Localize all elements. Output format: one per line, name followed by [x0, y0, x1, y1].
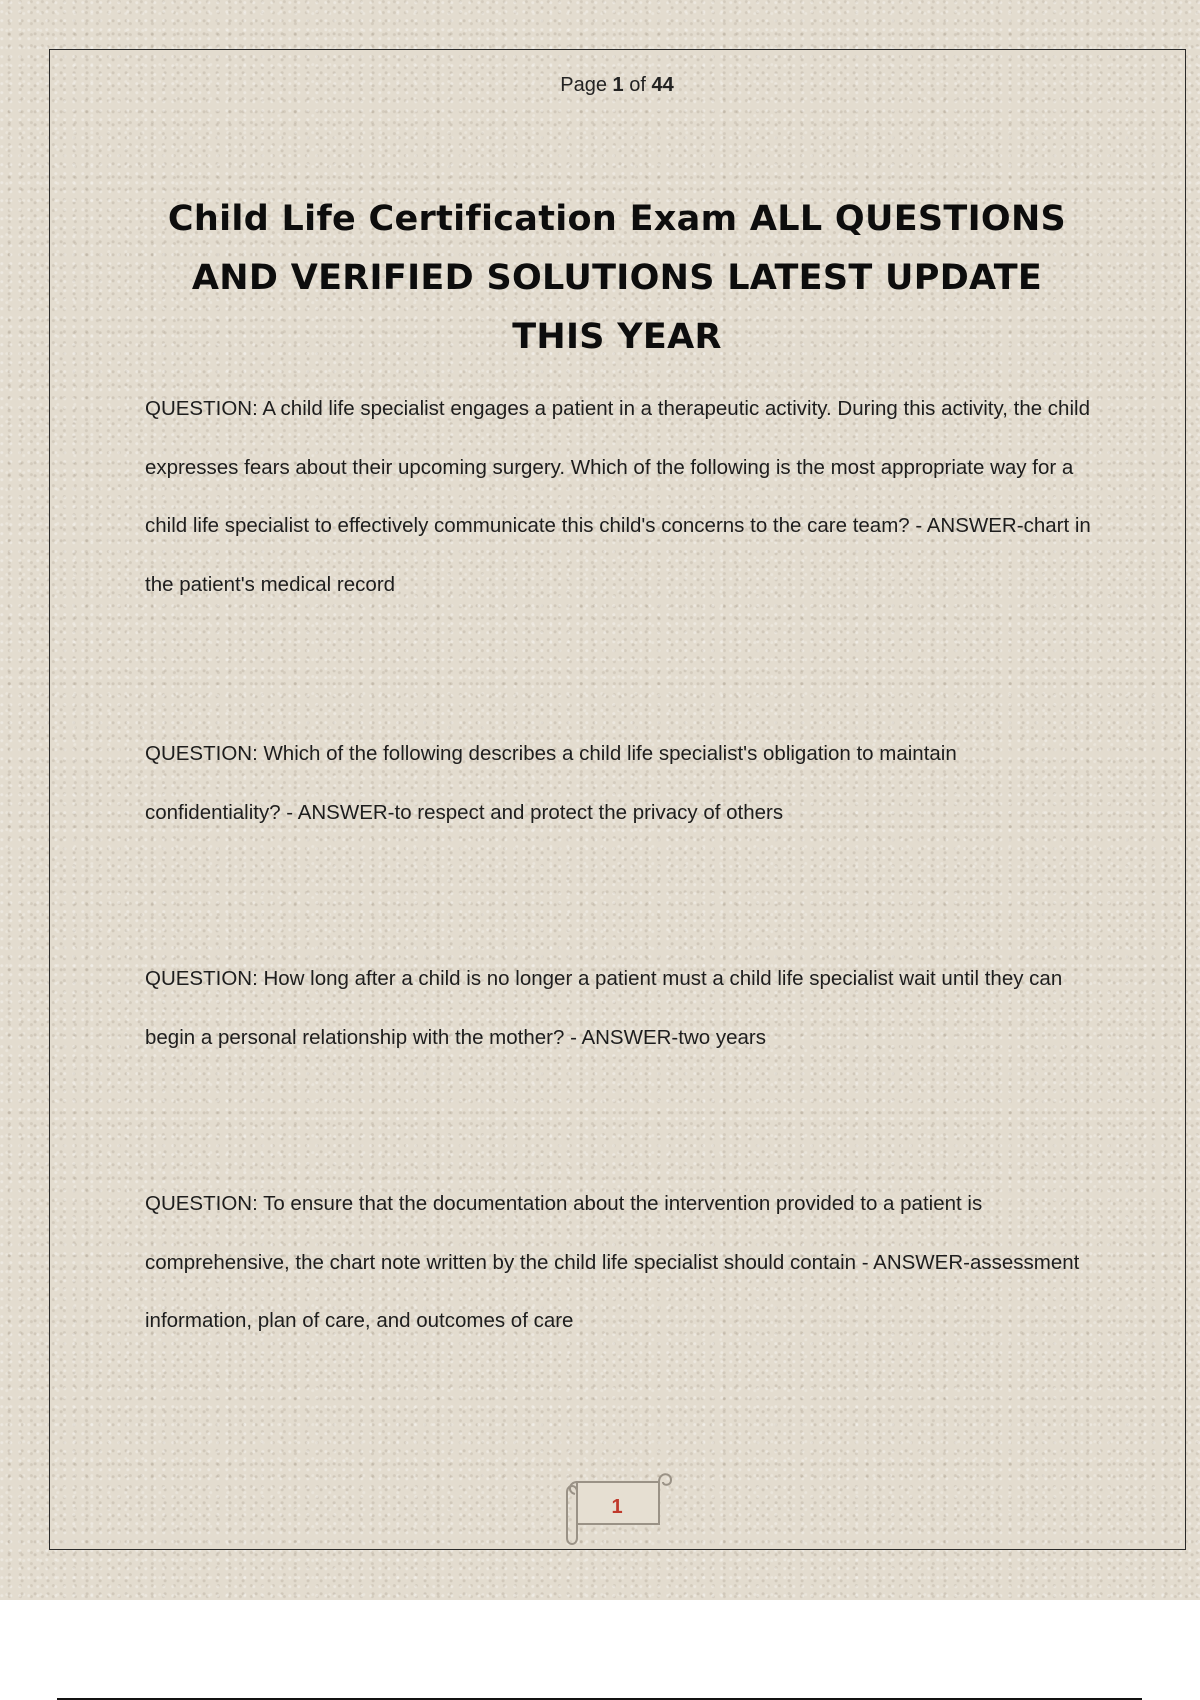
question-text: QUESTION: Which of the following describes a child life specialist's obligation to maintain confidentiality? - ANSWER- [145, 742, 957, 824]
qa-item [145, 1175, 1095, 1351]
answer-text: two years [678, 1025, 766, 1049]
page-number: 1 [611, 1496, 623, 1518]
question-text: QUESTION: A child life specialist engages a patient in a therapeutic activity. During this activity, the child expresses fears about their upcoming surgery. Which of the following is the most appropriate way for a child life specialist to effectively communicate this child's concerns to the care team? - ANSWER- [145, 397, 1090, 537]
page-header [0, 74, 1200, 97]
page-header-current: 1 [612, 74, 624, 96]
page-header-middle: of [623, 74, 652, 96]
answer-text: chart in the patient's medical record [145, 514, 1091, 596]
page-header-prefix: Page [560, 74, 613, 96]
qa-item [145, 725, 1095, 842]
page-header-total: 44 [651, 74, 674, 96]
question-text: QUESTION: To ensure that the documentation about the intervention provided to a patient is comprehensive, the chart note written by the child life specialist should contain - ANSWER- [145, 1192, 983, 1274]
qa-item [145, 950, 1095, 1067]
answer-text: to respect and protect the privacy of others [394, 800, 784, 824]
question-text: QUESTION: How long after a child is no longer a patient must a child life specialist wait until they can begin a personal relationship with the mother? - ANSWER- [145, 967, 1063, 1049]
qa-item [145, 380, 1095, 614]
answer-text: assessment information, plan of care, and outcomes of care [145, 1250, 1080, 1332]
document-title: Child Life Certification Exam ALL QUESTIONS AND VERIFIED SOLUTIONS LATEST UPDATE THIS YEAR [167, 199, 1067, 357]
